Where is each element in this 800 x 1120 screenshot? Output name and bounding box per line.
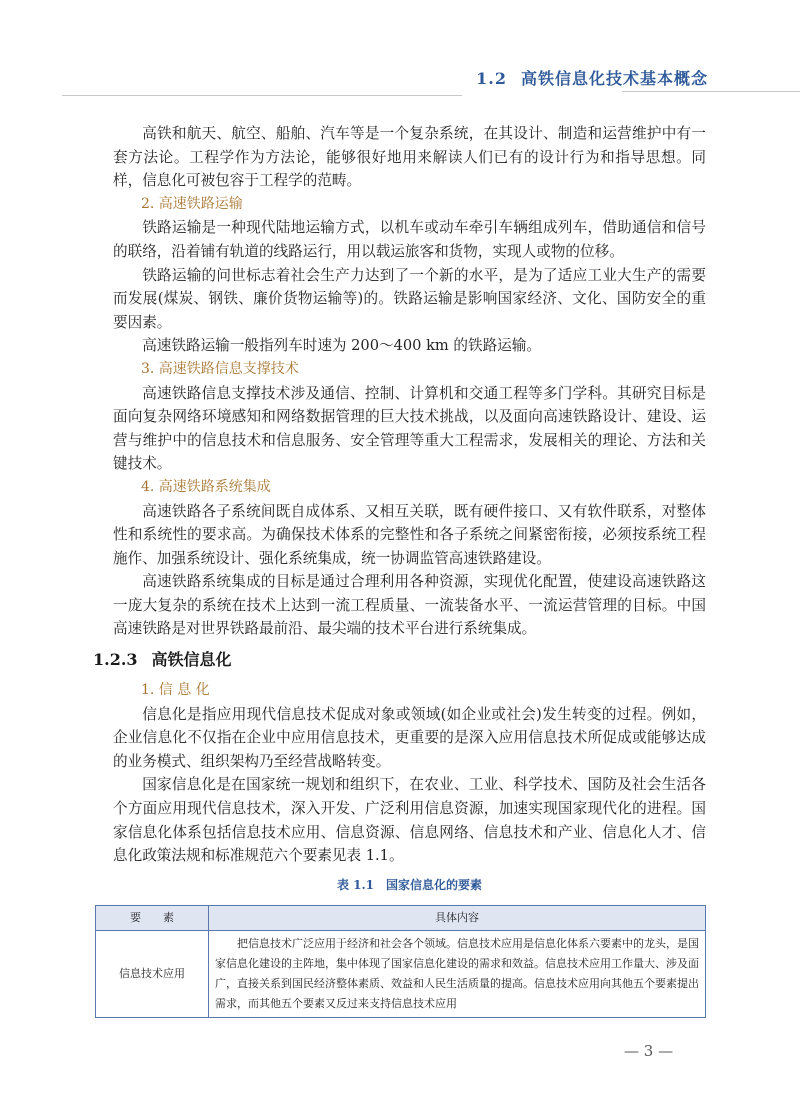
running-header <box>476 66 708 89</box>
table-caption: 表 1.1 国家信息化的要素 <box>336 877 483 892</box>
section-heading <box>93 645 706 675</box>
column-header: 要 素 <box>96 906 209 931</box>
section-number: 1.2.3 <box>93 650 138 670</box>
subheading: 4. 高速铁路系统集成 <box>141 478 271 495</box>
header-rule-accent <box>622 91 800 92</box>
table-row <box>96 931 706 1018</box>
elements-table <box>95 905 706 1018</box>
paragraph: 铁路运输的问世标志着社会生产力达到了一个新的水平，是为了适应工业大生产的需要而发展(煤炭、钢铁、廉价货物运输等)的。铁路运输是影响国家经济、文化、国防安全的重要因素。 <box>113 266 706 331</box>
subheading: 2. 高速铁路运输 <box>141 195 243 212</box>
table-cell-value: 把信息技术广泛应用于经济和社会各个领域。信息技术应用是信息化体系六要素中的龙头，是国家信息化建设的主阵地，集中体现了国家信息化建设的需求和效益。信息技术应用工作量大、涉及面广，直接关系到国民经济整体素质、效益和人民生活质量的提高。信息技术应用向其他五个要素提出需求，而其他五个要素又反过来支持信息技术应用 <box>209 931 706 1018</box>
paragraph: 高速铁路信息支撑技术涉及通信、控制、计算机和交通工程等多门学科。其研究目标是面向复杂网络环境感知和网络数据管理的巨大技术挑战，以及面向高速铁路设计、建设、运营与维护中的信息技术和信息服务、安全管理等重大工程需求，发展相关的理论、方法和关键技术。 <box>113 384 706 473</box>
paragraph: 高速铁路系统集成的目标是通过合理利用各种资源，实现优化配置，使建设高速铁路这一庞大复杂的系统在技术上达到一流工程质量、一流装备水平、一流运营管理的目标。中国高速铁路是对世界铁路最前沿、最尖端的技术平台进行系统集成。 <box>113 573 706 638</box>
paragraph: 高铁和航天、航空、船舶、汽车等是一个复杂系统，在其设计、制造和运营维护中有一套方法论。工程学作为方法论，能够很好地用来解读人们已有的设计行为和指导思想。同样，信息化可被包容于工程学的范畴。 <box>113 125 706 190</box>
paragraph: 铁路运输是一种现代陆地运输方式，以机车或动车牵引车辆组成列车，借助通信和信号的联络，沿着铺有轨道的线路运行，用以载运旅客和货物，实现人或物的位移。 <box>113 219 706 260</box>
paragraph: 高速铁路各子系统间既自成体系、又相互关联，既有硬件接口、又有软件联系，对整体性和系统性的要求高。为确保技术体系的完整性和各子系统之间紧密衔接，必须按系统工程施作、加强系统设计、强化系统集成，统一协调监管高速铁路建设。 <box>113 502 706 567</box>
paragraph: 国家信息化是在国家统一规划和组织下，在农业、工业、科学技术、国防及社会生活各个方面应用现代信息技术，深入开发、广泛利用信息资源，加速实现国家现代化的进程。国家信息化体系包括信息技术应用、信息资源、信息网络、信息技术和产业、信息化人才、信息化政策法规和标准规范六个要素见表 1.1。 <box>113 776 706 865</box>
table-header-row <box>96 906 706 931</box>
table-cell-key: 信息技术应用 <box>96 931 209 1018</box>
page-number: — 3 — <box>624 1042 674 1060</box>
section-title: 高铁信息化 <box>151 650 232 670</box>
subheading: 3. 高速铁路信息支撑技术 <box>141 360 299 377</box>
subheading: 1. 信 息 化 <box>141 682 210 699</box>
header-section-title: 高铁信息化技术基本概念 <box>520 69 708 88</box>
header-rule <box>62 95 462 96</box>
header-section-number: 1.2 <box>476 69 507 88</box>
paragraph: 信息化是指应用现代信息技术促成对象或领域(如企业或社会)发生转变的过程。例如，企业信息化不仅指在企业中应用信息技术，更重要的是深入应用信息技术所促成或能够达成的业务模式、组织架构乃至经营战略转变。 <box>113 705 706 770</box>
body-text <box>93 122 706 1018</box>
column-header: 具体内容 <box>209 906 706 931</box>
paragraph: 高速铁路运输一般指列车时速为 200～400 km 的铁路运输。 <box>142 337 541 355</box>
